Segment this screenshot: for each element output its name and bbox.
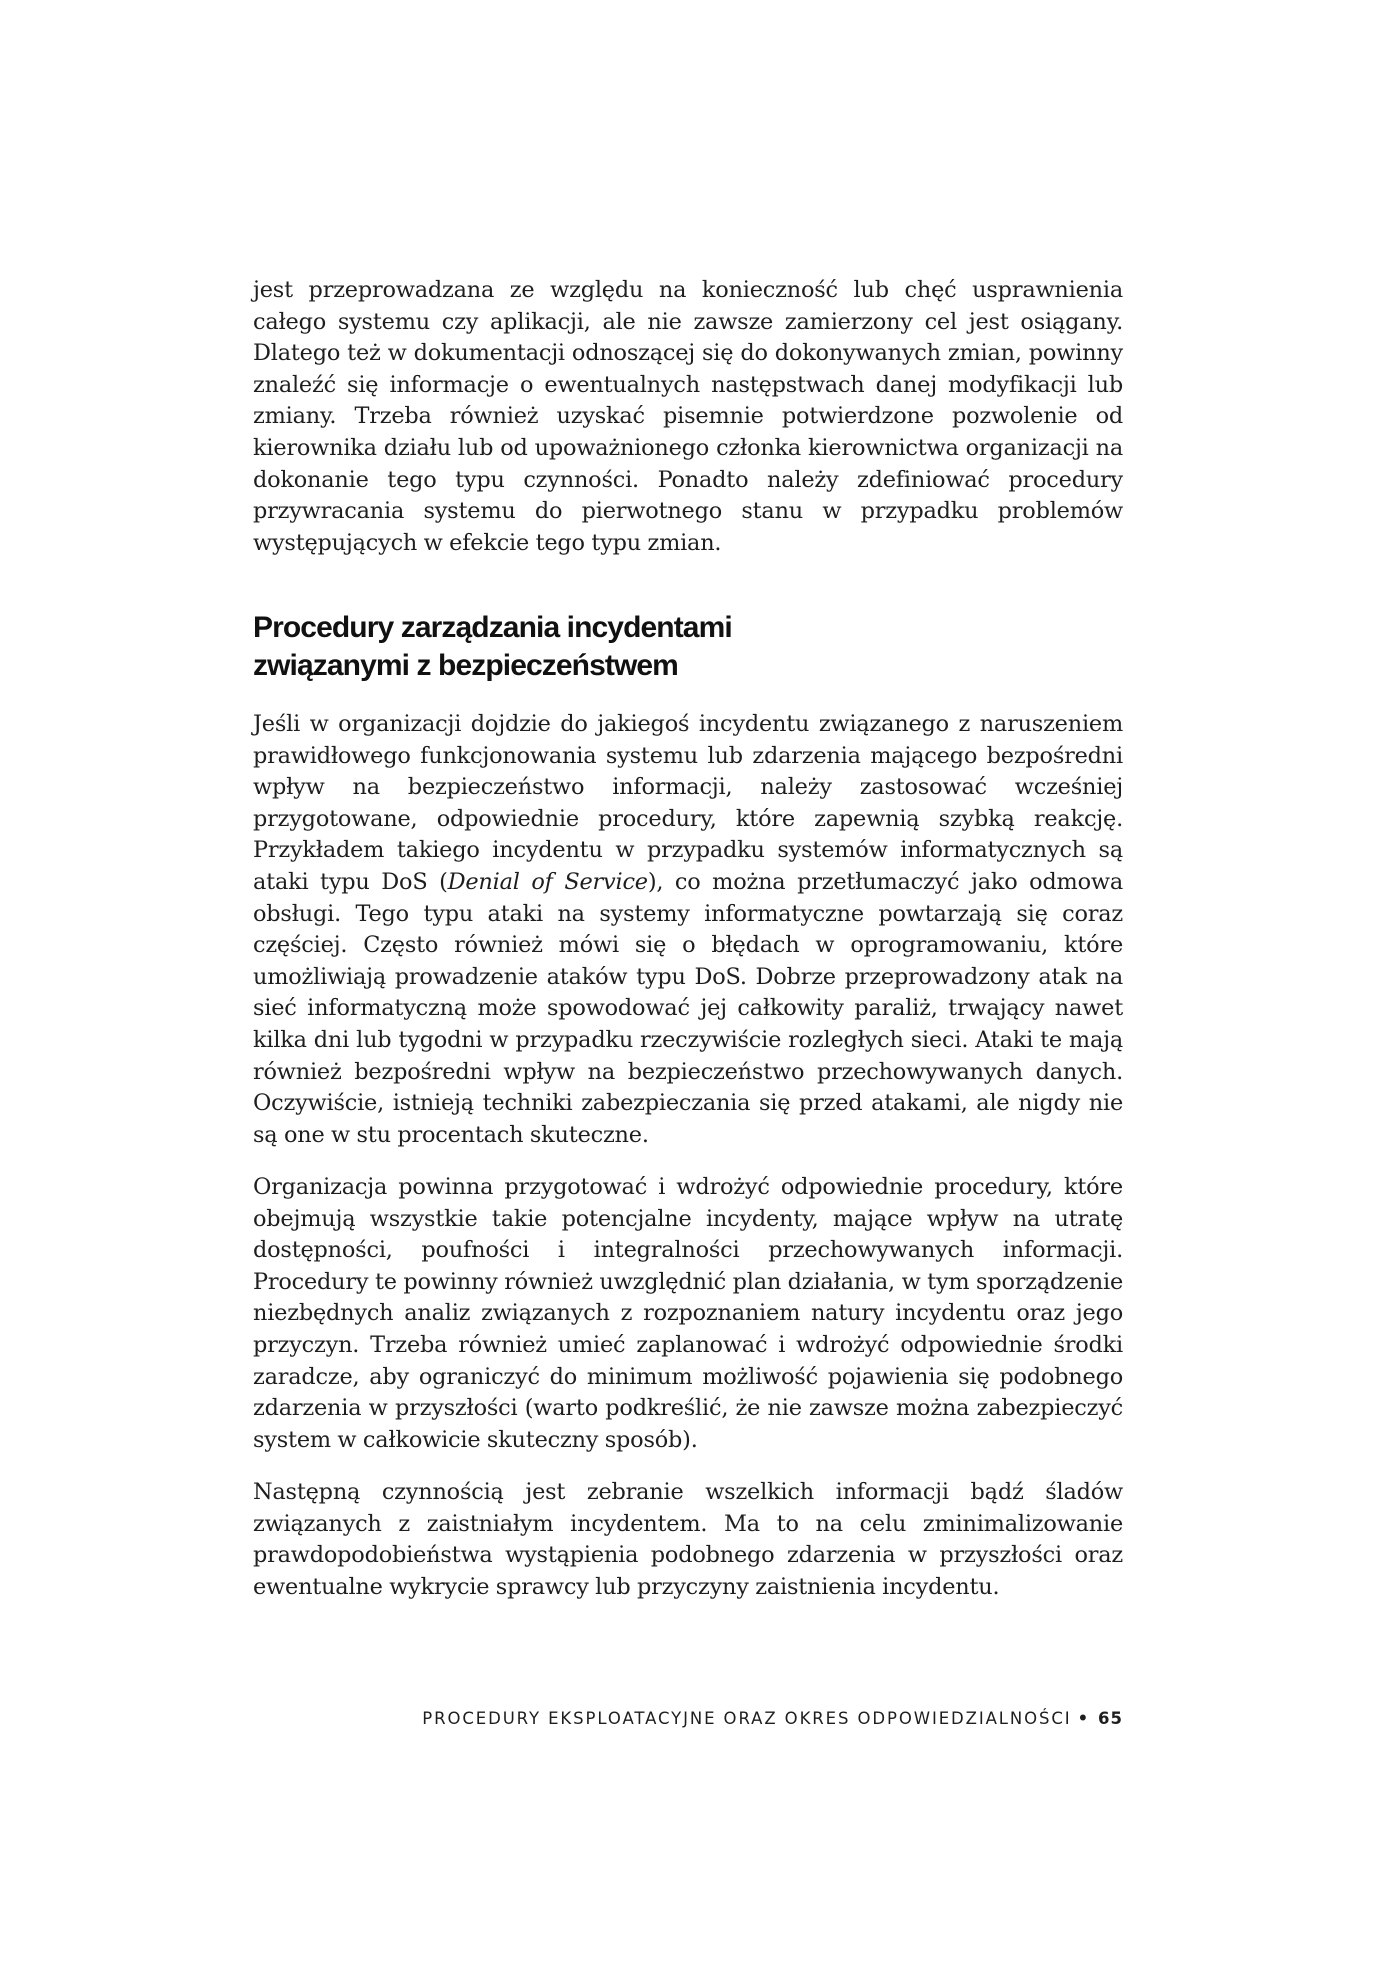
running-title: PROCEDURY EKSPLOATACYJNE ORAZ OKRES ODPOWIEDZIALNOŚCI <box>422 1709 1072 1728</box>
paragraph-continued: jest przeprowadzana ze względu na konieczność lub chęć usprawnienia całego systemu czy aplikacji, ale nie zawsze zamierzony cel jest osiągany. Dlatego też w dokumentacji odnoszącej się do dokonywanych zmian, powinny znaleźć się informacje o ewentualnych następstwach danej modyfikacji lub zmiany. Trzeba również uzyskać pisemnie potwierdzone pozwolenie od kierownika działu lub od upoważnionego członka kierownictwa organizacji na dokonanie tego typu czynności. Ponadto należy zdefiniować procedury przywracania systemu do pierwotnego stanu w przypadku problemów występujących w efekcie tego typu zmian. <box>253 277 1123 556</box>
paragraph-1-text-a: Jeśli w organizacji dojdzie do jakiegoś incydentu związanego z naruszeniem prawidłowego funkcjonowania systemu lub zdarzenia mającego bezpośredni wpływ na bezpieczeństwo informacji, należy zastosować wcześniej przygotowane, odpowiednie procedury, które zapewnią szybką reakcję. Przykładem takiego incydentu w przypadku systemów informatycznych są ataki typu DoS ( <box>253 711 1123 895</box>
section-heading-line-1: Procedury zarządzania incydentami <box>253 611 732 644</box>
section-heading-line-2: związanymi z bezpieczeństwem <box>253 649 678 682</box>
page-number: 65 <box>1098 1709 1123 1728</box>
paragraph-evidence: Następną czynnością jest zebranie wszelkich informacji bądź śladów związanych z zaistniałym incydentem. Ma to na celu zminimalizowanie prawdopodobieństwa wystąpienia podobnego zdarzenia w przyszłości oraz ewentualne wykrycie sprawcy lub przyczyny zaistnienia incydentu. <box>253 1479 1123 1600</box>
paragraph-procedures: Organizacja powinna przygotować i wdrożyć odpowiednie procedury, które obejmują wszystkie takie potencjalne incydenty, mające wpływ na utratę dostępności, poufności i integralności przechowywanych informacji. Procedury te powinny również uwzględnić plan działania, w tym sporządzenie niezbędnych analiz związanych z rozpoznaniem natury incydentu oraz jego przyczyn. Trzeba również umieć zaplanować i wdrożyć odpowiednie środki zaradcze, aby ograniczyć do minimum możliwość pojawienia się podobnego zdarzenia w przyszłości (warto podkreślić, że nie zawsze można zabezpieczyć system w całkowicie skuteczny sposób). <box>253 1174 1123 1453</box>
paragraph-incidents-intro <box>253 709 1123 1151</box>
paragraph-1-text-b: ), co można przetłumaczyć jako odmowa obsługi. Tego typu ataki na systemy informatyczne powtarzają się coraz częściej. Często również mówi się o błędach w oprogramowaniu, które umożliwiają prowadzenie ataków typu DoS. Dobrze przeprowadzony atak na sieć informatyczną może spowodować jej całkowity paraliż, trwający nawet kilka dni lub tygodni w przypadku rzeczywiście rozległych sieci. Ataki te mają również bezpośredni wpływ na bezpieczeństwo przechowywanych danych. Oczywiście, istnieją techniki zabezpieczania się przed atakami, ale nigdy nie są one w stu procentach skuteczne. <box>253 868 1123 1148</box>
section-heading <box>253 609 1123 685</box>
page-footer <box>253 1709 1123 1728</box>
footer-bullet: • <box>1077 1709 1091 1728</box>
paragraph-1-term: Denial of Service <box>447 868 648 895</box>
